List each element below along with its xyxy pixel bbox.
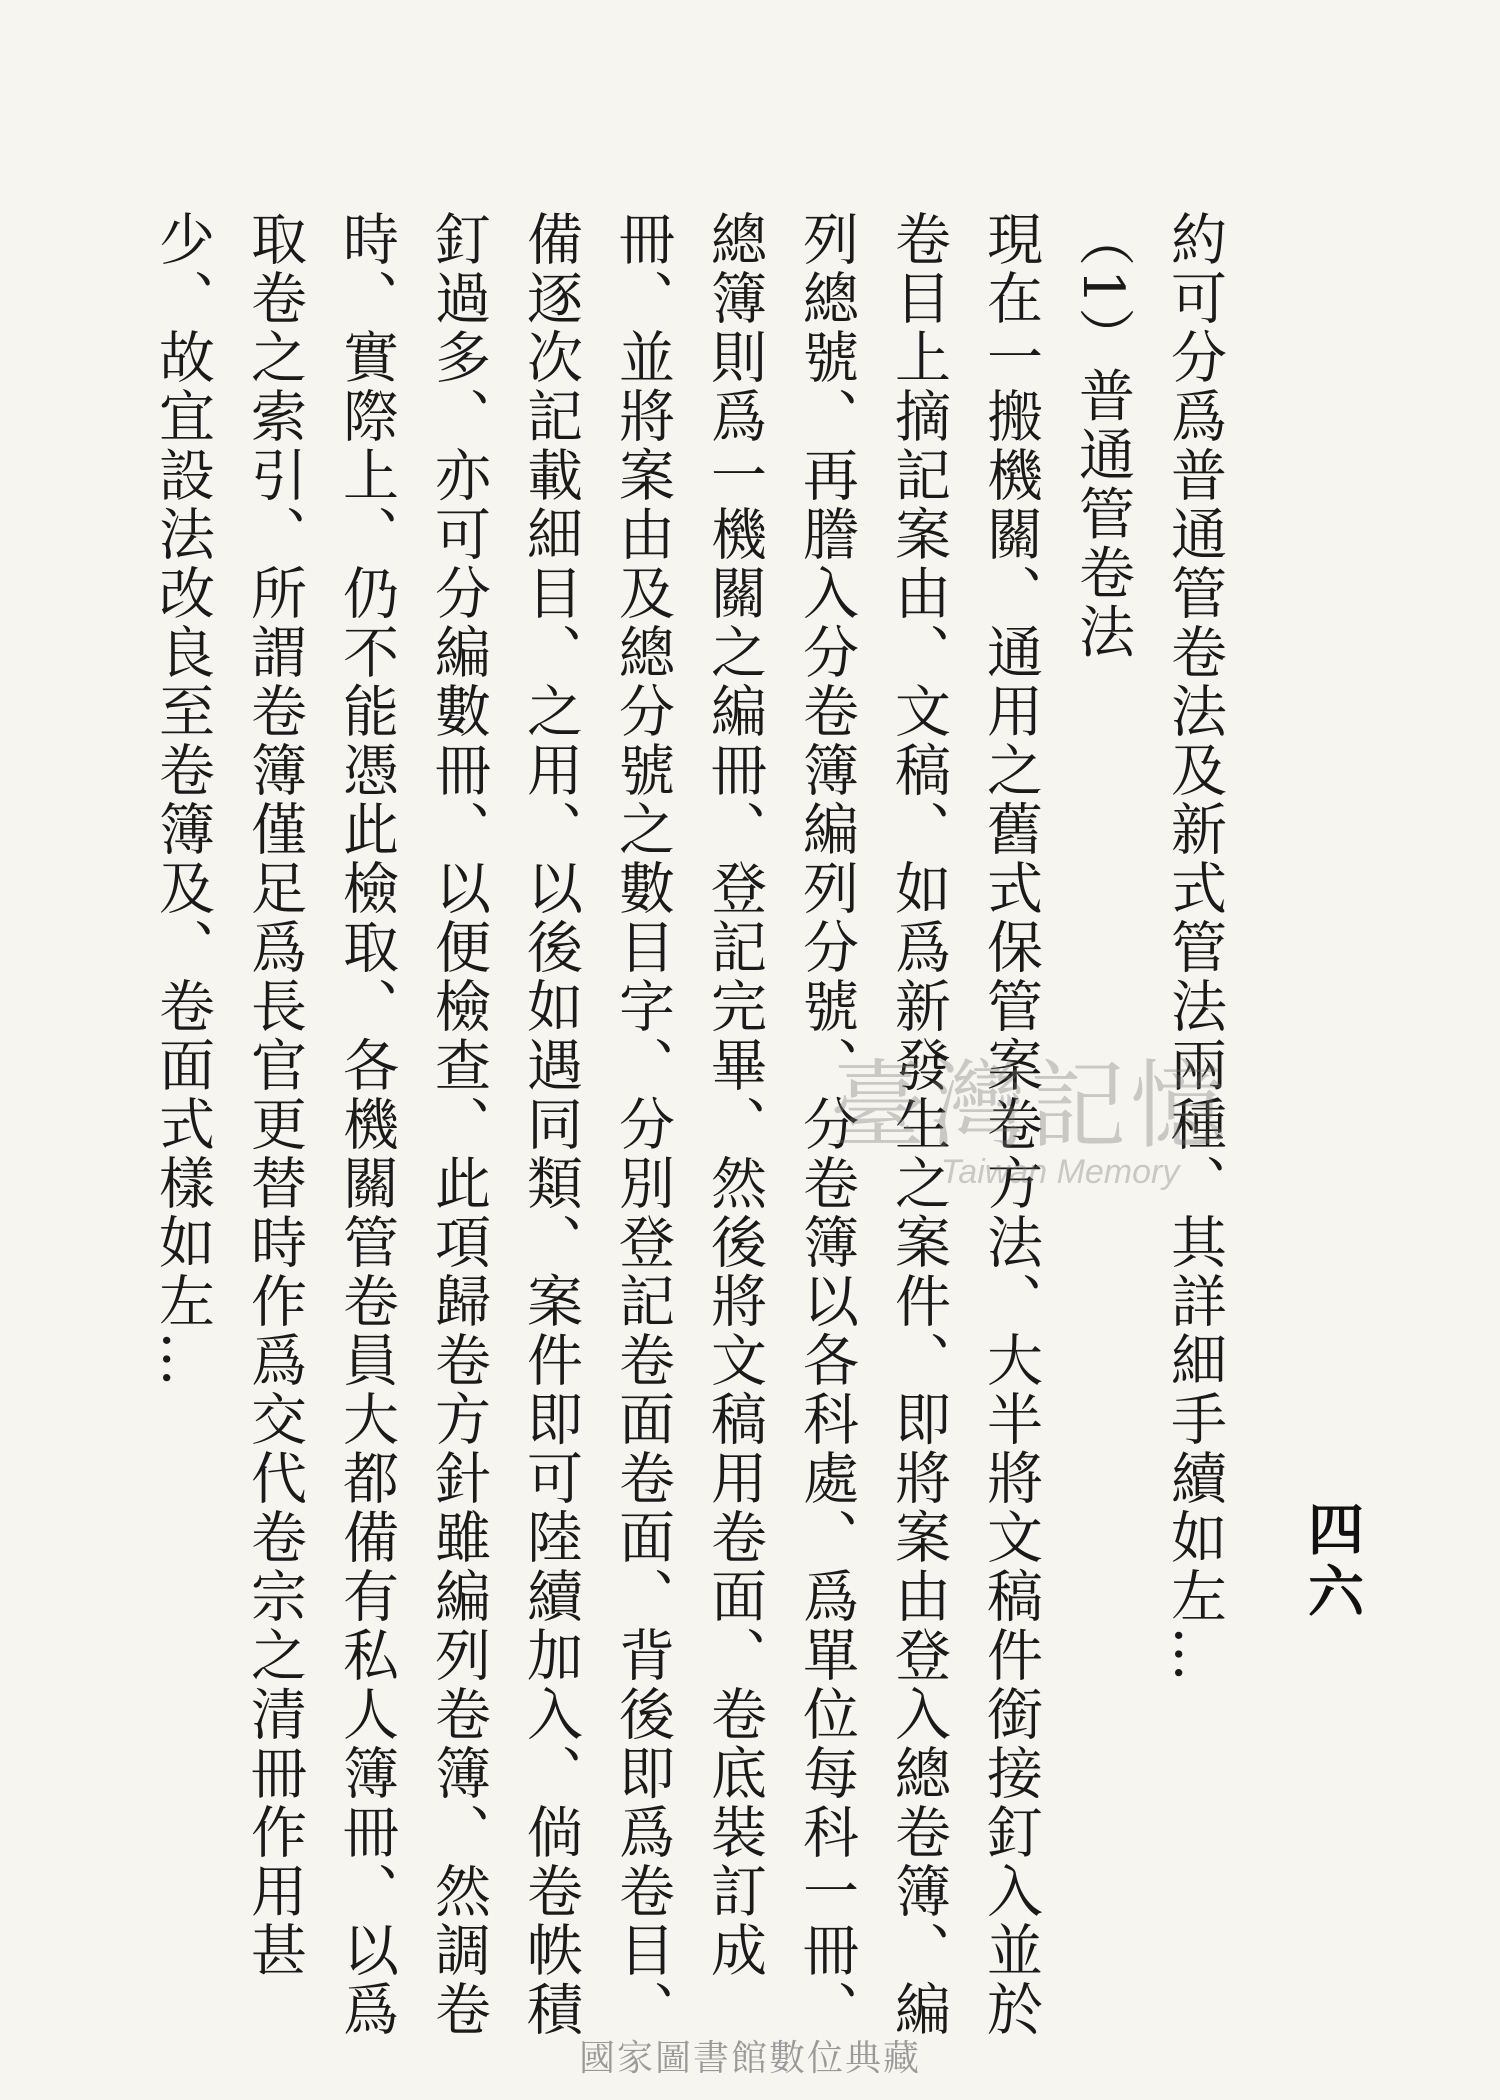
section-heading: （1）普通管卷法 bbox=[1070, 210, 1135, 662]
watermark bbox=[800, 1030, 1260, 1192]
watermark-title: 臺灣記憶 bbox=[830, 1050, 1230, 1162]
paragraph-intro: 約可分爲普通管卷法及新式管法兩種、其詳細手續如左… bbox=[1162, 210, 1227, 1685]
watermark-subtitle: Taiwan Memory bbox=[940, 1153, 1180, 1191]
footer-credit: 國家圖書館數位典藏 bbox=[578, 2038, 921, 2079]
page-number: 四六 bbox=[1299, 1500, 1365, 1624]
paragraph-main: 現在一搬機關、通用之舊式保管案卷方法、大半將文稿件銜接釘入並於卷目上摘記案由、文稿、如爲新發生之案件、即將案由登入總卷簿、編列總號、再謄入分卷簿編列分號、分卷簿以各科處、爲單位每科一冊、總簿則爲一機關之編冊、登記完畢、然後將文稿用卷面、卷底裝訂成冊、並將案由及總分號之數目字、分別登記卷面卷面、背後即爲卷目、備逐次記載細目、之用、以後如遇同類、案件即可陸續加入、倘卷帙積釘過多、亦可分編數冊、以便檢查、此項歸卷方針雖編列卷簿、然調卷時、實際上、仍不能憑此檢取、各機關管卷員大都備有私人簿冊、以爲取卷之索引、所謂卷簿僅足爲長官更替時作爲交代卷宗之清冊作用甚少、故宜設法改良至卷簿及、卷面式樣如左… bbox=[150, 210, 1043, 2039]
